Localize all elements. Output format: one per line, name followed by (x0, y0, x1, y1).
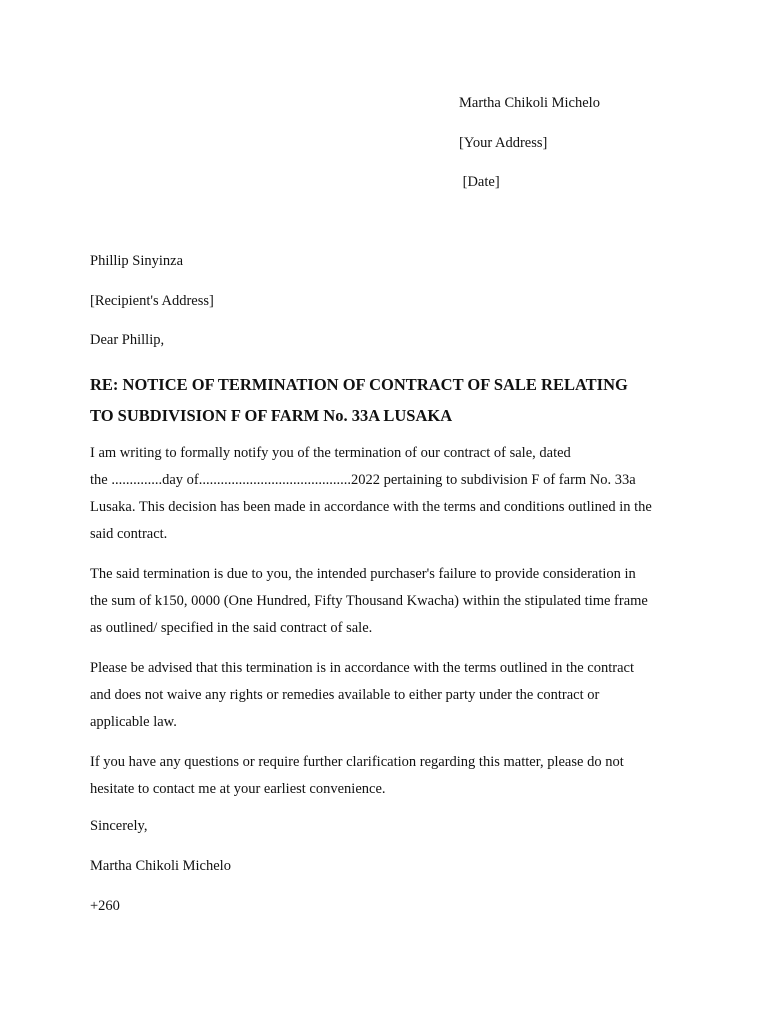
sender-block (459, 93, 600, 212)
paragraph-line: applicable law. (90, 713, 177, 730)
paragraph-reason (90, 561, 680, 642)
sender-name: Martha Chikoli Michelo (459, 95, 600, 111)
recipient-name: Phillip Sinyinza (90, 253, 184, 269)
paragraph-line: the ..............day of..........................................2022 pertaining to subdivision F of farm No. 33a (90, 471, 636, 488)
paragraph-line: I am writing to formally notify you of the termination of our contract of sale, dated (90, 444, 571, 461)
signature-name: Martha Chikoli Michelo (90, 857, 231, 874)
paragraph-line: If you have any questions or require further clarification regarding this matter, please do not (90, 753, 624, 770)
recipient-address: [Recipient's Address] (90, 292, 214, 309)
letter-body (90, 251, 680, 936)
paragraph-termination-notice (90, 440, 680, 548)
subject-line-2: TO SUBDIVISION F OF FARM No. 33A LUSAKA (90, 405, 453, 425)
subject-heading (90, 369, 680, 431)
paragraph-contact (90, 749, 680, 803)
paragraph-line: as outlined/ specified in the said contract of sale. (90, 619, 373, 636)
paragraph-line: hesitate to contact me at your earliest convenience. (90, 780, 386, 797)
paragraph-rights (90, 655, 680, 736)
paragraph-line: and does not waive any rights or remedies available to either party under the contract or (90, 686, 600, 703)
sender-address: [Your Address] (459, 134, 548, 151)
phone-number: +260 (90, 897, 120, 914)
letter-date: [Date] (459, 174, 500, 190)
paragraph-line: said contract. (90, 525, 168, 542)
paragraph-line: Please be advised that this termination is in accordance with the terms outlined in the contract (90, 659, 634, 676)
paragraph-line: The said termination is due to you, the intended purchaser's failure to provide consideration in (90, 565, 636, 582)
paragraph-line: the sum of k150, 0000 (One Hundred, Fifty Thousand Kwacha) within the stipulated time frame (90, 592, 648, 609)
paragraph-line: Lusaka. This decision has been made in accordance with the terms and conditions outlined in the (90, 498, 652, 515)
valediction: Sincerely, (90, 817, 148, 834)
subject-line-1: RE: NOTICE OF TERMINATION OF CONTRACT OF SALE RELATING (90, 374, 628, 394)
salutation: Dear Phillip, (90, 332, 165, 348)
